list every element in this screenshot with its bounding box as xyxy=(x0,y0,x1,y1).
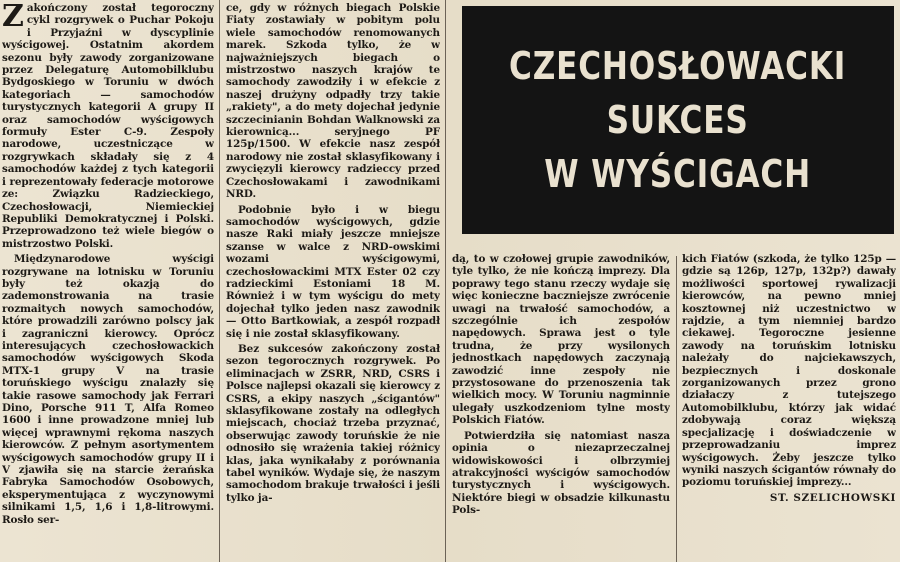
article-paragraph: Podobnie było i w biegu samochodów wyścigowych, gdzie nasze Raki miały jeszcze mniejsze szanse w walce z NRD-owskimi wozami wyścigowymi, czechosłowackimi MTX Ester 02 czy radzieckimi Estoniami 18 M. Również i w tym wyścigu do mety dojechał tylko jeden nasz zawodnik — Otto Bartkowiak, a zespół rozpadł się i nie został sklasyfikowany. xyxy=(226,203,440,340)
column-rule xyxy=(445,0,446,562)
article-paragraph: kich Fiatów (szkoda, że tylko 125p — gdzie są 126p, 127p, 132p?) dawały możliwości sportowej rywalizacji kierowców, na pewno mniej kosztownej niż uczestnictwo w rajdzie, a tym niemniej bardzo ciekawej. Tegoroczne jesienne zawody na toruńskim lotnisku należały do najciekawszych, bezpiecznych i doskonale zorganizowanych przez grono działaczy z tutejszego Automobilklubu, którzy jak widać zdobywają coraz większą specjalizację i doświadczenie w przeprowadzaniu imprez wyścigowych. Żeby jeszcze tylko wyniki naszych ścigantów równały do poziomu toruńskiej imprezy... xyxy=(682,253,896,489)
article-column-1 xyxy=(2,2,214,560)
headline-box xyxy=(462,6,894,234)
article-paragraph: dą, to w czołowej grupie zawodników, tyle tylko, że nie kończą imprezy. Dla poprawy tego stanu rzeczy wydaje się więc konieczne baczniejsze zwrócenie uwagi na trwałość samochodów, a szczególnie ich zespołów napędowych. Sprawa jest o tyle trudna, że przy wysilonych jednostkach napędowych zaczynają zawodzić inne zespoły nie przystosowane do przenoszenia tak wielkich mocy. W Toruniu nagminnie ulegały uszkodzeniom tylne mosty Polskich Fiatów. xyxy=(452,253,670,427)
article-column-4 xyxy=(682,253,896,558)
drop-cap: Z xyxy=(2,2,24,34)
column-rule xyxy=(676,256,677,562)
article-paragraph: ce, gdy w różnych biegach Polskie Fiaty zostawiały w pobitym polu wiele samochodów renomowanych marek. Szkoda tylko, że w najważniejszych biegach o mistrzostwo naszych krajów te samochody zawodziły i w efekcie z naszej drużyny odpadły trzy takie „rakiety", a do mety dojechał jedynie szczecinianin Bohdan Walknowski za kierownicą... seryjnego PF 125p/1500. W efekcie nasz zespół narodowy nie został sklasyfikowany i zwycięzyli kierowcy radzieccy przed Czechosłowakami i zawodnikami NRD. xyxy=(226,2,440,201)
headline-line-1: CZECHOSŁOWACKI xyxy=(509,44,847,88)
paragraph-text: akończony został tegoroczny cykl rozgrywek o Puchar Pokoju i Przyjaźni w dyscyplinie wyścigowej. Ostatnim akordem sezonu były zawody zorganizowane przez Delegaturę Automobilklubu Bydgoskiego w Toruniu w dwóch kategoriach — samochodów turystycznych kategorii A grupy II oraz samochodów wyścigowych formuły Ester C-9. Zespoły narodowe, uczestniczące w rozgrywkach składały się z 4 samochodów każdej z tych kategorii i reprezentowały federacje motorowe ze: Związku Radzieckiego, Czechosłowacji, Niemieckiej Republiki Demokratycznej i Polski. Przeprowadzono też wiele biegów o mistrzostwo Polski. xyxy=(2,2,214,250)
column-rule xyxy=(219,0,220,562)
article-paragraph: Międzynarodowe wyścigi rozgrywane na lotnisku w Toruniu były też okazją do zademonstrowania na trasie rozmaitych nowych samochodów, które prowadzili zarówno polscy jak i zagraniczni kierowcy. Oprócz interesujących czechosłowackich samochodów wyścigowych Skoda MTX-1 grupy V na trasie toruńskiego wyścigu znalazły się takie rasowe samochody jak Ferrari Dino, Porsche 911 T, Alfa Romeo 1600 i inne prowadzone mniej lub więcej wprawnymi rękoma naszych kierowców. Z pełnym asortymentem wyścigowych samochodów grupy II i V zjawiła się na starcie żerańska Fabryka Samochodów Osobowych, eksperymentująca z wyczynowymi silnikami 1,5, 1,6 i 1,8-litrowymi. Rosło ser- xyxy=(2,253,214,526)
article-paragraph: Bez sukcesów zakończony został sezon tegorocznych rozgrywek. Po eliminacjach w ZSRR, NRD, CSRS i Polsce najlepsi okazali się kierowcy z CSRS, a ekipy naszych „ścigantów" sklasyfikowane zostały na odległych miejscach, chociaż trzeba przyznać, obserwując zawody toruńskie że nie odnosiło się wrażenia takiej różnicy klas, jaka wynikałaby z porównania tabel wyników. Wydaje się, że naszym samochodom brakuje trwałości i jeśli tylko ja- xyxy=(226,342,440,504)
headline-line-2: SUKCES xyxy=(606,98,750,142)
article-column-2 xyxy=(226,2,440,560)
article-paragraph: Potwierdziła się natomiast nasza opinia o niezaprzeczalnej widowiskowości i olbrzymiej atrakcyjności wyścigów samochodów turystycznych i wyścigowych. Niektóre biegi w obsadzie kilkunastu Pols- xyxy=(452,429,670,517)
article-column-3 xyxy=(452,253,670,558)
headline-line-3: W WYŚCIGACH xyxy=(544,152,812,196)
article-paragraph xyxy=(2,2,214,250)
author-byline: ST. SZELICHOWSKI xyxy=(769,491,896,504)
